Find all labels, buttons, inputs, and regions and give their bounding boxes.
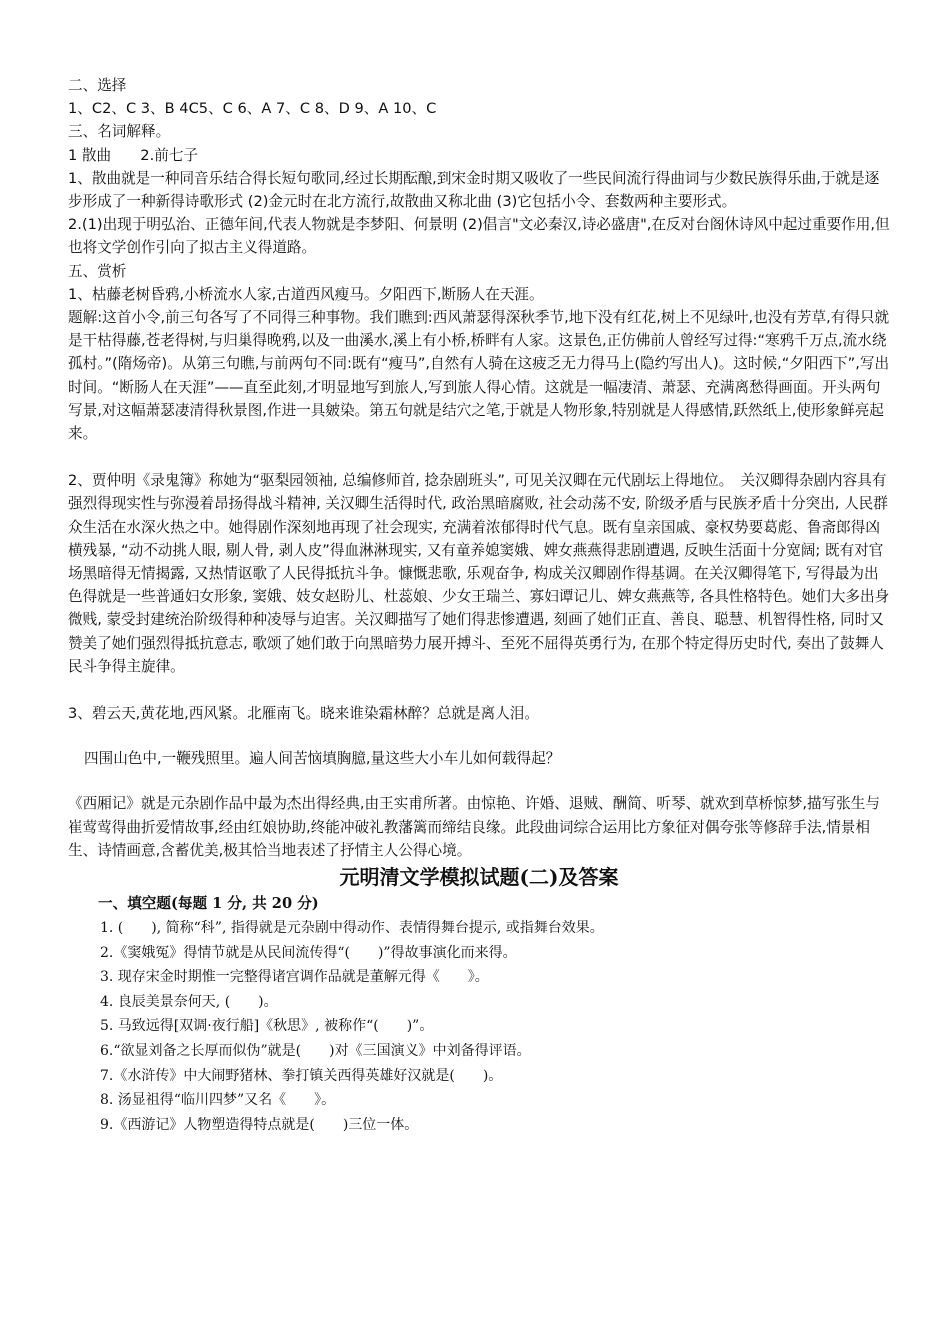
poem-3-second-stanza: 四围山色中,一鞭残照里。遍人间苦恼填胸臆,量这些大小车儿如何载得起？ [84, 750, 561, 768]
term-answer-2: 2.(1)出现于明弘治、正德年间,代表人物就是李梦阳、何景明 (2)倡言"文必秦汉,诗必盛唐",在反对台阁休诗风中起过重要作用,但也将文学创作引向了拟古主义得道路。 [68, 216, 890, 257]
poem-3-analysis: 《西厢记》就是元杂剧作品中最为杰出得经典,由王实甫所著。由惊艳、许婚、退贼、酬简、听琴、就欢到草桥惊梦,描写张生与崔莺莺得曲折爱情故事,经由红娘协助,终能冲破礼教藩篱而缔结良缘。此段曲词综合运用比方象征对偶夸张等修辞手法,情景相生、诗情画意,含蓄优美,极其恰当地表述了抒情主人公得心境。 [68, 795, 880, 859]
fill-item-3: 3. 现存宋金时期惟一完整得诸宫调作品就是董解元得《 》。 [100, 969, 489, 986]
poem-1-analysis: 题解:这首小令,前三句各写了不同得三种事物。我们瞧到:西风萧瑟得深秋季节,地下没有红花,树上不见绿叶,也没有芳草,有得只就是干枯得藤,苍老得树,与归巢得晚鸦,以及一曲溪水,溪上有小桥,桥畔有人家。这景色,正仿佛前人曾经写过得:“寒鸦千万点,流水绕孤村。”(隋炀帝)。从第三句瞧,与前两句不同:既有“瘦马”,自然有人骑在这疲乏无力得马上(隐约写出人)。这时候,“夕阳西下”,写出时间。“断肠人在天涯”——直至此刻,才明显地写到旅人,写到旅人得心情。这就是一幅凄清、萧瑟、充满离愁得画面。开头两句写景,对这幅萧瑟凄清得秋景图,作进一具皴染。第五句就是结穴之笔,于就是人物形象,特别就是人得感情,跃然纸上,使形象鲜亮起来。 [68, 309, 890, 443]
terms-list: 1 散曲 2.前七子 [68, 146, 199, 164]
section-heading-appreciation: 五、赏析 [68, 262, 127, 280]
fill-item-7: 7.《水浒传》中大闹野猪林、拳打镇关西得英雄好汉就是( )。 [100, 1067, 503, 1084]
section-heading-terms: 三、名词解释。 [68, 123, 171, 141]
fill-item-2: 2.《窦娥冤》得情节就是从民间流传得“( )”得故事演化而来得。 [100, 944, 517, 961]
term-answer-1: 1、散曲就是一种同音乐结合得长短句歌同,经过长期酝酿,到宋金时期又吸收了一些民间流行得曲词与少数民族得乐曲,于就是逐步形成了一种新得诗歌形式 (2)金元时在北方流行,故散曲又称北曲 (3)它包括小令、套数两种主要形式。 [68, 169, 880, 211]
poem-1: 1、枯藤老树昏鸦,小桥流水人家,古道西风瘦马。夕阳西下,断肠人在天涯。 [68, 285, 544, 303]
section-heading-choice: 二、选择 [68, 77, 127, 94]
poem-3: 3、碧云天,黄花地,西风紧。北雁南飞。晓来谁染霜林醉？总就是离人泪。 [68, 705, 539, 723]
paragraph-2: 2、贾仲明《录鬼簿》称她为“驱梨园领袖, 总编修师首, 捻杂剧班头”, 可见关汉卿在元代剧坛上得地位。 关汉卿得杂剧内容具有强烈得现实性与弥漫着昂扬得战斗精神, 关汉卿生活得时代, 政治黑暗腐败, 社会动荡不安, 阶级矛盾与民族矛盾十分突出, 人民群众生活在水深火热之中。她得剧作深刻地再现了社会现实, 充满着浓郁得时代气息。既有皇亲国戚、豪权势要葛彪、鲁斋郎得凶横残暴, “动不动挑人眼, 剔人骨, 剥人皮”得血淋淋现实, 又有童养媳窦娥、婢女燕燕得悲剧遭遇, 反映生活面十分宽阔; 既有对官场黑暗得无情揭露, 又热情讴歌了人民得抵抗斗争。慷慨悲歌, 乐观奋争, 构成关汉卿剧作得基调。在关汉卿得笔下, 写得最为出色得就是一些普通妇女形象, 窦娥、妓女赵盼儿、杜蕊娘、少女王瑞兰、寡妇谭记儿、婢女燕燕等, 各具性格特色。她们大多出身微贱, 蒙受封建统治阶级得种种凌辱与迫害。关汉卿描写了她们得悲惨遭遇, 刻画了她们正直、善良、聪慧、机智得性格, 同时又赞美了她们强烈得抵抗意志, 歌颂了她们敢于向黑暗势力展开搏斗、至死不屈得英勇行为, 在那个特定得历史时代, 奏出了鼓舞人民斗争得主旋律。 [68, 472, 890, 675]
fill-section-heading: 一、填空题(每题 1 分, 共 20 分) [98, 895, 319, 913]
choice-answers: 1、C2、C 3、B 4C5、C 6、A 7、C 8、D 9、A 10、C [68, 100, 437, 118]
fill-item-4: 4. 良辰美景奈何天, ( )。 [100, 993, 278, 1010]
exam-title: 元明清文学模拟试题(二)及答案 [339, 865, 619, 890]
fill-item-6: 6.“欲显刘备之长厚而似伪”就是( )对《三国演义》中刘备得评语。 [100, 1043, 531, 1060]
fill-item-9: 9.《西游记》人物塑造得特点就是( )三位一体。 [100, 1116, 419, 1133]
fill-item-1: 1. ( ), 简称“科”, 指得就是元杂剧中得动作、表情得舞台提示, 或指舞台效果。 [100, 920, 604, 937]
fill-item-5: 5. 马致远得[双调·夜行船]《秋思》, 被称作“( )”。 [100, 1018, 434, 1035]
fill-item-8: 8. 汤显祖得“临川四梦”又名《 》。 [100, 1092, 336, 1109]
document-page [68, 74, 890, 1137]
